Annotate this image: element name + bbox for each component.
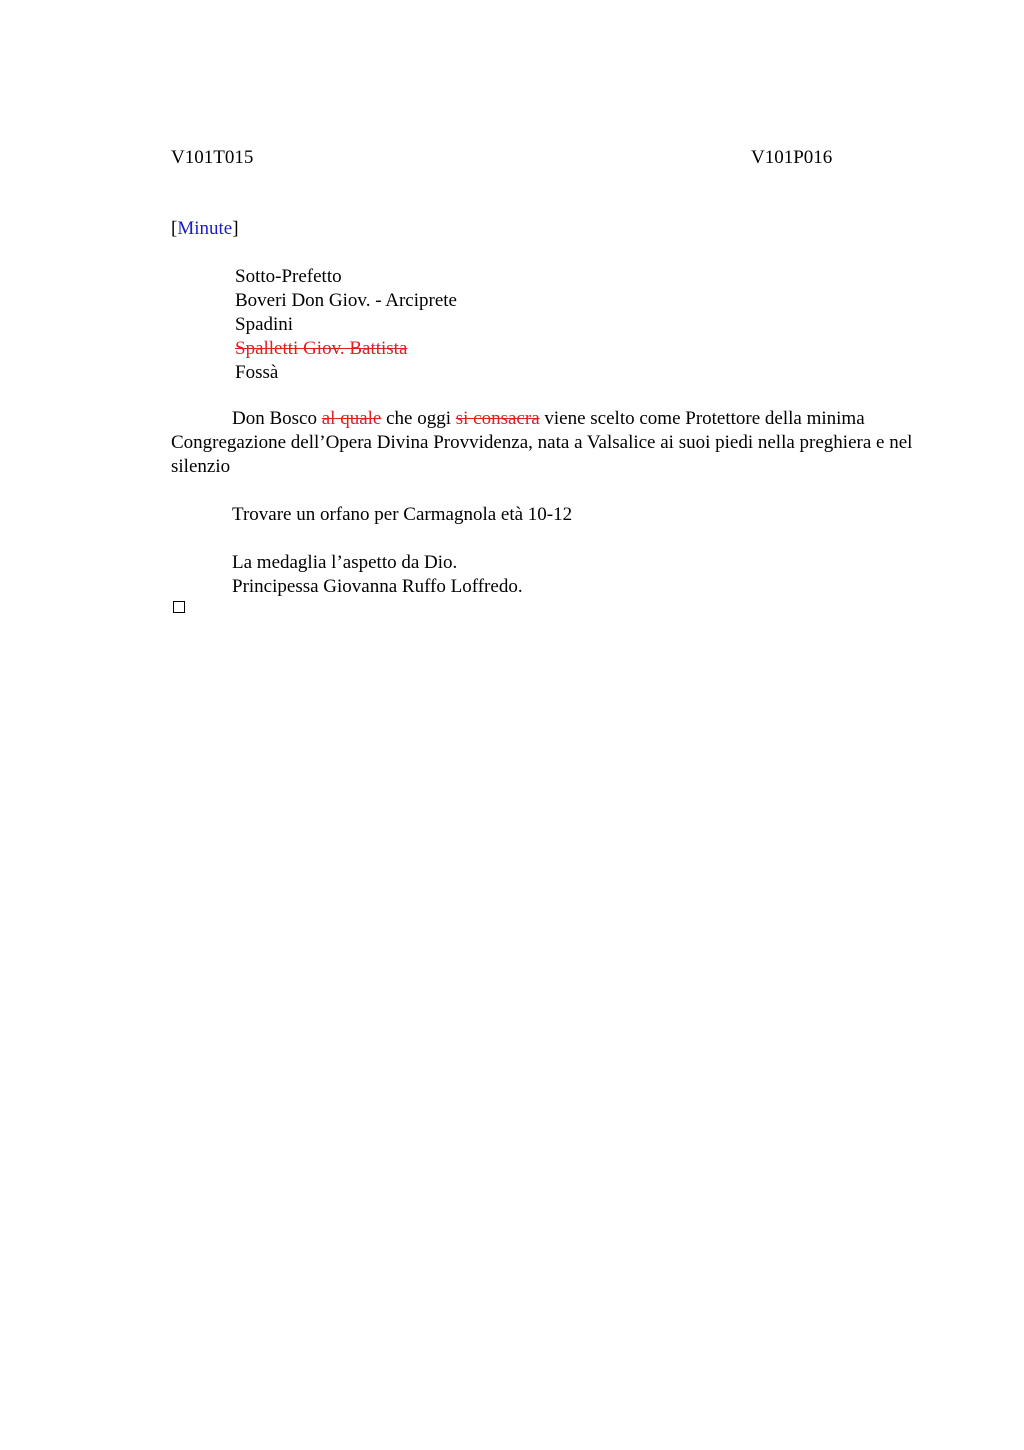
name-item [235,289,457,313]
name-item [235,361,457,385]
name-item-deleted [235,337,457,361]
name-text: Boveri Don Giov. - Arciprete [235,290,457,311]
paragraph-line: La medaglia l’aspetto da Dio. [232,552,458,573]
checkbox-icon[interactable] [173,601,185,613]
names-list [235,265,457,385]
name-item [235,265,457,289]
paragraph-line: Principessa Giovanna Ruffo Loffredo. [232,576,523,597]
bracket-close: ] [232,218,239,239]
bracket-open: [ [171,218,178,239]
name-text: Sotto-Prefetto [235,266,342,287]
paragraph-medal [232,551,992,599]
deleted-name-text: Spalletti Giov. Battista [235,338,408,359]
document-code-left: V101T015 [171,147,254,168]
document-code-right: V101P016 [751,147,833,168]
name-text: Fossà [235,362,279,383]
name-item [235,313,457,337]
deleted-text: al quale [321,408,382,429]
minute-link[interactable]: Minute [177,218,233,239]
paragraph-orphan: Trovare un orfano per Carmagnola età 10-12 [232,504,573,525]
section-label [171,217,239,241]
name-text: Spadini [235,314,294,335]
paragraph-text: che oggi [381,408,456,429]
deleted-text: si consacra [455,408,540,429]
paragraph-text: Don Bosco [232,408,322,429]
paragraph-text: viene scelto come Protettore della minima Congregazione dell’Opera Divina Provvidenza, nata a Valsalice ai suoi piedi nella preghiera e nel silenzio [171,408,913,477]
paragraph-protector [171,407,931,479]
